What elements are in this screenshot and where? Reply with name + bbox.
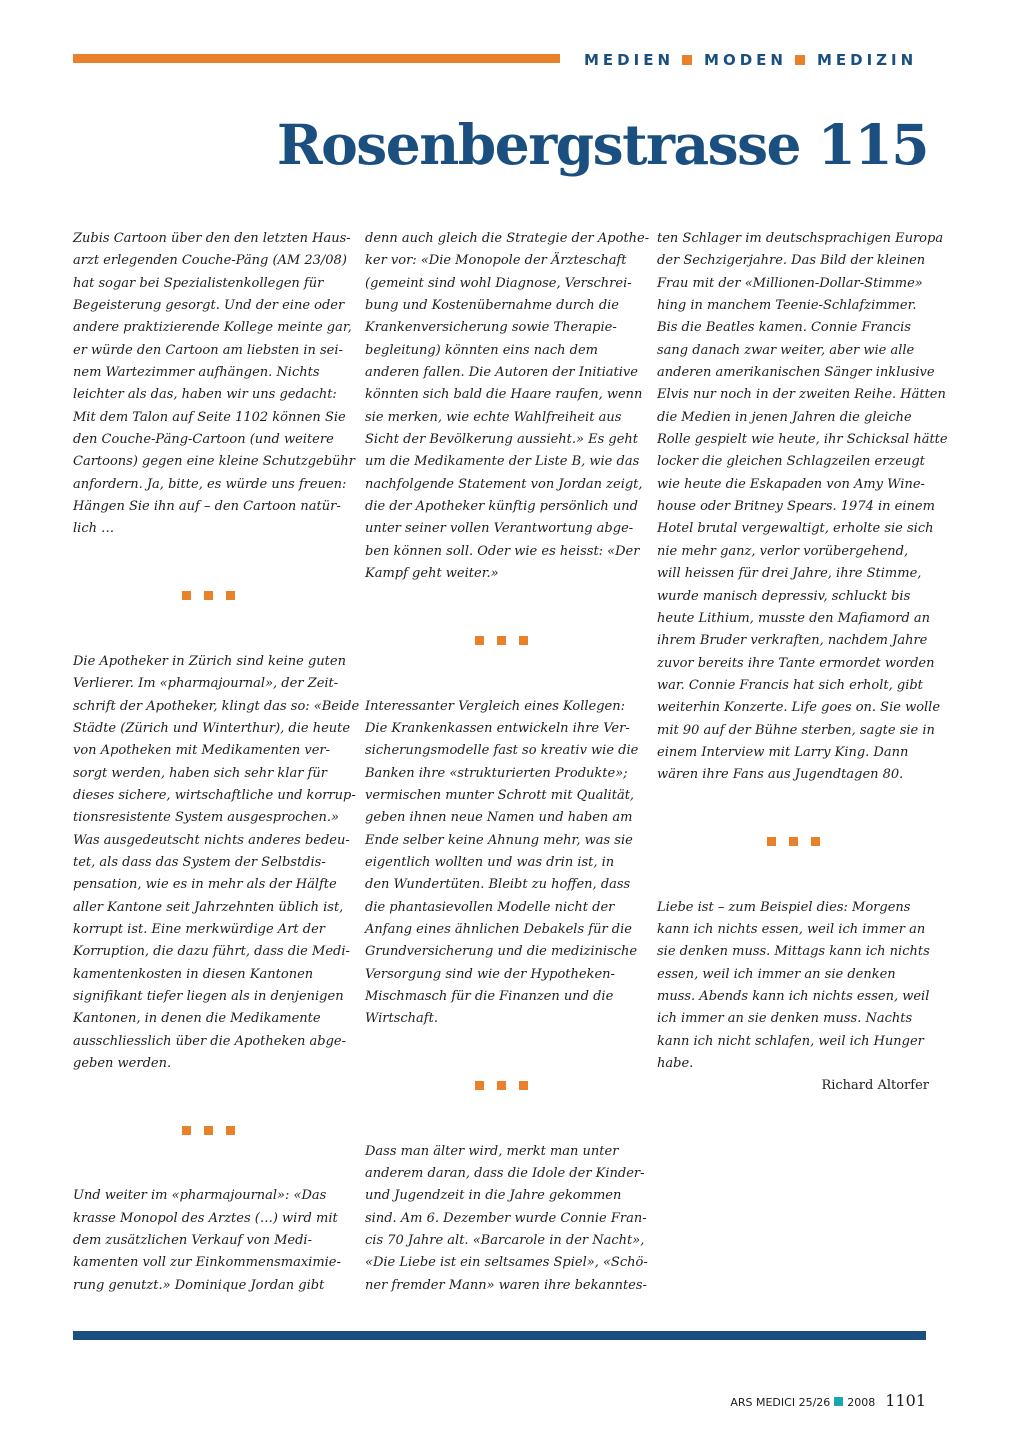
text-line: cis 70 Jahre alt. «Barcarole in der Nacht»,: [365, 1233, 645, 1249]
text-line: Frau mit der «Millionen-Dollar-Stimme»: [657, 275, 923, 291]
text-line: andere praktizierende Kollege meinte gar,: [73, 320, 352, 336]
text-line: von Apotheken mit Medikamenten ver-: [73, 743, 330, 759]
text-line: Interessanter Vergleich eines Kollegen:: [365, 698, 625, 714]
text-line: sie denken muss. Mittags kann ich nichts: [657, 944, 930, 960]
text-line: sie merken, wie echte Wahlfreiheit aus: [365, 409, 622, 425]
text-line: wären ihre Fans aus Jugendtagen 80.: [657, 767, 904, 783]
spacer: [73, 1141, 343, 1185]
spacer: [657, 853, 929, 897]
separator-square-icon: [497, 636, 506, 645]
text-line: Mischmasch für die Finanzen und die: [365, 988, 614, 1004]
spacer: [73, 541, 343, 585]
author-name: Richard Altorfer: [821, 1078, 929, 1094]
spacer: [73, 1075, 343, 1119]
journal-year: 2008: [847, 1396, 876, 1409]
text-line: ihrem Bruder verkraften, nachdem Jahre: [657, 633, 928, 649]
text-line: Begeisterung gesorgt. Und der eine oder: [73, 298, 345, 314]
text-line: um die Medikamente der Liste B, wie das: [365, 454, 640, 470]
text-line: zuvor bereits ihre Tante ermordet worden: [657, 655, 935, 671]
text-line: ten Schlager im deutschsprachigen Europa: [657, 231, 944, 246]
text-line: geben werden.: [73, 1056, 172, 1071]
text-line: pensation, wie es in mehr als der Hälfte: [73, 877, 337, 893]
text-line: leichter als das, haben wir uns gedacht:: [73, 387, 337, 403]
separator-square-icon: [204, 591, 213, 600]
section-header: [584, 51, 917, 69]
text-line: Banken ihre «strukturierten Produkte»;: [365, 765, 628, 781]
text-line: den Couche-Päng-Cartoon (und weitere: [73, 432, 334, 448]
text-line: kann ich nichts essen, weil ich immer an: [657, 921, 926, 937]
text-line: er würde den Cartoon am liebsten in sei-: [73, 342, 343, 358]
paragraph: [73, 228, 356, 541]
text-line: schrift der Apotheker, klingt das so: «Beide: [73, 698, 360, 714]
text-line: Die Apotheker in Zürich sind keine guten: [73, 653, 346, 669]
text-line: Was ausgedeutscht nichts anderes bedeu-: [73, 832, 350, 848]
paragraph: [73, 651, 360, 1076]
text-line: Dass man älter wird, merkt man unter: [365, 1143, 619, 1159]
text-line: ker vor: «Die Monopole der Ärzteschaft: [365, 253, 627, 269]
text-line: ben können soll. Oder wie es heisst: «Der: [365, 543, 640, 559]
text-line: house oder Britney Spears. 1974 in einem: [657, 499, 935, 515]
text-line: hat sogar bei Spezialistenkollegen für: [73, 275, 324, 291]
paragraph: [657, 228, 948, 787]
text-line: unter seiner vollen Verantwortung abge-: [365, 521, 634, 537]
separator-square-icon: [475, 1081, 484, 1090]
text-line: anderen fallen. Die Autoren der Initiative: [365, 365, 638, 381]
text-line: den Wundertüten. Bleibt zu hoffen, dass: [365, 877, 631, 893]
text-line: war. Connie Francis hat sich erholt, gibt: [657, 677, 923, 693]
text-line: könnten sich bald die Haare raufen, wenn: [365, 387, 643, 403]
text-line: aller Kantone seit Jahrzehnten üblich ist,: [73, 899, 344, 915]
page-number: 1101: [885, 1391, 926, 1410]
text-line: Sicht der Bevölkerung aussieht.» Es geht: [365, 432, 639, 448]
separator-square-icon: [182, 1126, 191, 1135]
top-accent-rule: [73, 54, 560, 63]
text-line: Zubis Cartoon über den den letzten Haus-: [73, 231, 351, 246]
text-line: Kampf geht weiter.»: [365, 566, 499, 582]
text-line: habe.: [657, 1056, 694, 1071]
text-line: will heissen für drei Jahre, ihre Stimme,: [657, 566, 922, 582]
text-line: sicherungsmodelle fast so kreativ wie die: [365, 743, 639, 759]
text-line: Elvis nur noch in der zweiten Reihe. Hätten: [657, 387, 946, 403]
text-line: die phantasievollen Modelle nicht der: [365, 899, 615, 915]
text-line: essen, weil ich immer an sie denken: [657, 966, 896, 982]
text-line: nie mehr ganz, verlor vorübergehend,: [657, 543, 909, 559]
text-line: Hotel brutal vergewaltigt, erholte sie sich: [657, 521, 934, 537]
text-line: Anfang eines ähnlichen Debakels für die: [365, 921, 632, 937]
text-line: Und weiter im «pharmajournal»: «Das: [73, 1188, 327, 1204]
text-line: Versorgung sind wie der Hypotheken-: [365, 966, 615, 982]
text-column-3: [657, 228, 948, 1098]
text-line: mit 90 auf der Bühne sterben, sagte sie in: [657, 722, 935, 738]
separator-square-icon: [811, 837, 820, 846]
paragraph: [365, 228, 650, 586]
text-line: wurde manisch depressiv, schluckt bis: [657, 588, 911, 604]
paragraph: [365, 696, 637, 1031]
text-line: Liebe ist – zum Beispiel dies: Morgens: [657, 899, 911, 915]
text-line: dieses sichere, wirtschaftliche und korrup-: [73, 787, 356, 803]
square-bullet-icon: [682, 55, 692, 65]
text-line: muss. Abends kann ich nichts essen, weil: [657, 988, 930, 1004]
text-line: die Medien in jenen Jahren die gleiche: [657, 409, 912, 425]
section-separator: [365, 630, 637, 652]
square-bullet-icon: [834, 1397, 843, 1406]
spacer: [365, 652, 637, 696]
text-line: Hängen Sie ihn auf – den Cartoon natür-: [73, 499, 341, 515]
text-line: dem zusätzlichen Verkauf von Medi-: [73, 1233, 312, 1249]
text-line: (gemeint sind wohl Diagnose, Verschrei-: [365, 275, 632, 291]
text-line: einem Interview mit Larry King. Dann: [657, 744, 909, 760]
text-line: kamentenkosten in diesen Kantonen: [73, 966, 314, 982]
separator-square-icon: [789, 837, 798, 846]
text-line: wie heute die Eskapaden von Amy Wine-: [657, 476, 925, 492]
text-line: eigentlich wollten und was drin ist, in: [365, 854, 615, 870]
separator-square-icon: [226, 1126, 235, 1135]
page-title: Rosenbergstrasse 115: [276, 112, 928, 177]
text-line: arzt erlegenden Couche-Päng (AM 23/08): [73, 253, 347, 269]
spacer: [73, 607, 343, 651]
text-line: anderen amerikanischen Sänger inklusive: [657, 365, 935, 381]
paragraph: [73, 1185, 343, 1297]
text-line: sorgt werden, haben sich sehr klar für: [73, 765, 327, 781]
section-word-2: MODEN: [704, 51, 787, 69]
separator-square-icon: [226, 591, 235, 600]
text-line: krasse Monopol des Arztes (…) wird mit: [73, 1210, 338, 1226]
text-line: nem Wartezimmer aufhängen. Nichts: [73, 365, 320, 381]
text-column-1: [73, 228, 360, 1297]
text-line: Bis die Beatles kamen. Connie Francis: [657, 320, 911, 336]
text-line: bung und Kostenübernahme durch die: [365, 298, 619, 314]
text-line: Mit dem Talon auf Seite 1102 können Sie: [73, 409, 346, 425]
text-line: Die Krankenkassen entwickeln ihre Ver-: [365, 720, 630, 736]
section-separator: [73, 1119, 343, 1141]
text-line: begleitung) könnten eins nach dem: [365, 342, 598, 358]
text-line: und Jugendzeit in die Jahre gekommen: [365, 1188, 622, 1204]
text-line: Grundversicherung und die medizinische: [365, 944, 638, 960]
section-word-1: MEDIEN: [584, 51, 675, 69]
section-separator: [73, 585, 343, 607]
text-line: lich …: [73, 521, 115, 537]
text-line: locker die gleichen Schlagzeilen erzeugt: [657, 454, 925, 470]
text-line: tionsresistente System ausgesprochen.»: [73, 810, 339, 826]
separator-square-icon: [519, 1081, 528, 1090]
text-line: Cartoons) gegen eine kleine Schutzgebühr: [73, 454, 356, 470]
text-line: Kantonen, in denen die Medikamente: [73, 1011, 321, 1027]
text-line: anfordern. Ja, bitte, es würde uns freuen:: [73, 476, 347, 492]
text-line: signifikant tiefer liegen als in denjenigen: [73, 988, 344, 1004]
text-line: denn auch gleich die Strategie der Apothe-: [365, 231, 650, 246]
text-line: Krankenversicherung sowie Therapie-: [365, 320, 617, 336]
separator-square-icon: [204, 1126, 213, 1135]
text-line: heute Lithium, musste den Mafiamord an: [657, 610, 931, 626]
separator-square-icon: [767, 837, 776, 846]
text-line: nachfolgende Statement von Jordan zeigt,: [365, 476, 643, 492]
text-line: Städte (Zürich und Winterthur), die heute: [73, 720, 351, 736]
text-line: Korruption, die dazu führt, dass die Medi-: [73, 944, 350, 960]
text-line: Wirtschaft.: [365, 1011, 438, 1027]
text-line: Verlierer. Im «pharmajournal», der Zeit-: [73, 676, 339, 692]
square-bullet-icon: [795, 55, 805, 65]
page-footer: [730, 1391, 926, 1410]
text-line: Ende selber keine Ahnung mehr, was sie: [365, 832, 633, 848]
text-line: «Die Liebe ist ein seltsames Spiel», «Schö-: [365, 1255, 648, 1271]
section-separator: [657, 831, 929, 853]
text-line: sang danach zwar weiter, aber wie alle: [657, 342, 915, 358]
text-line: kamenten voll zur Einkommensmaximie-: [73, 1255, 341, 1271]
section-separator: [365, 1075, 637, 1097]
text-line: geben ihnen neue Namen und haben am: [365, 810, 633, 826]
text-line: weiterhin Konzerte. Life goes on. Sie wolle: [657, 700, 941, 716]
text-line: ich immer an sie denken muss. Nachts: [657, 1011, 913, 1027]
text-line: ausschliesslich über die Apotheken abge-: [73, 1033, 346, 1049]
paragraph: [657, 897, 929, 1076]
separator-square-icon: [497, 1081, 506, 1090]
section-word-3: MEDIZIN: [816, 51, 918, 69]
text-column-2: [365, 228, 650, 1297]
text-line: vermischen munter Schrott mit Qualität,: [365, 787, 635, 803]
separator-square-icon: [475, 636, 484, 645]
spacer: [365, 1031, 637, 1075]
text-line: sind. Am 6. Dezember wurde Connie Fran-: [365, 1210, 647, 1226]
text-line: der Sechzigerjahre. Das Bild der kleinen: [657, 253, 926, 269]
text-line: die der Apotheker künftig persönlich und: [365, 499, 638, 515]
journal-name: ARS MEDICI 25/26: [730, 1396, 831, 1409]
paragraph: [365, 1141, 648, 1297]
separator-square-icon: [182, 591, 191, 600]
text-line: rung genutzt.» Dominique Jordan gibt: [73, 1277, 325, 1293]
spacer: [365, 1097, 637, 1141]
bottom-rule: [73, 1331, 926, 1340]
text-line: hing in manchem Teenie-Schlafzimmer.: [657, 298, 917, 314]
text-line: kann ich nicht schlafen, weil ich Hunger: [657, 1033, 924, 1049]
spacer: [657, 787, 929, 831]
text-line: Rolle gespielt wie heute, ihr Schicksal hätte: [657, 432, 948, 448]
text-line: korrupt ist. Eine merkwürdige Art der: [73, 921, 325, 937]
text-line: tet, als dass das System der Selbstdis-: [73, 854, 326, 870]
text-line: ner fremder Mann» waren ihre bekanntes-: [365, 1277, 647, 1293]
separator-square-icon: [519, 636, 528, 645]
spacer: [365, 586, 637, 630]
text-line: anderem daran, dass die Idole der Kinder-: [365, 1166, 645, 1181]
